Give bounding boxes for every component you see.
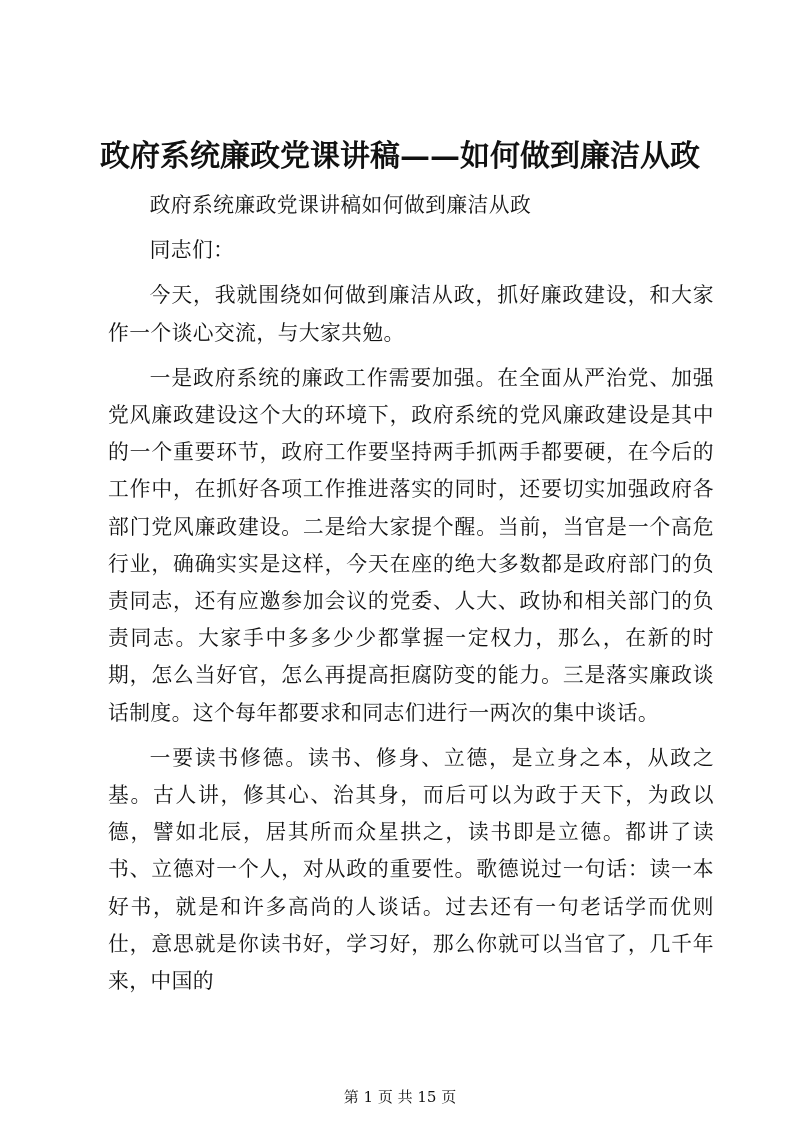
page-number-footer: 第 1 页 共 15 页 xyxy=(343,1088,457,1106)
salutation-paragraph: 同志们： xyxy=(149,238,235,263)
body-paragraph: 一是政府系统的廉政工作需要加强。在全面从严治党、加强党风廉政建设这个大的环境下，政府系统的党风廉政建设是其中的一个重要环节，政府工作要坚持两手抓两手都要硬，在今后的工作中，在抓好各项工作推进落实的同时，还要切实加强政府各部门党风廉政建设。二是给大家提个醒。当前，当官是一个高危行业，确确实实是这样，今天在座的绝大多数都是政府部门的负责同志，还有应邀参加会议的党委、人大、政协和相关部门的负责同志。大家手中多多少少都掌握一定权力，那么，在新的时期，怎么当好官，怎么再提高拒腐防变的能力。三是落实廉政谈话制度。这个每年都要求和同志们进行一两次的集中谈话。 xyxy=(108,365,714,725)
subtitle-paragraph: 政府系统廉政党课讲稿如何做到廉洁从政 xyxy=(149,193,532,217)
intro-paragraph: 今天，我就围绕如何做到廉洁从政，抓好廉政建设，和大家作一个谈心交流，与大家共勉。 xyxy=(108,283,714,345)
body-paragraph: 一要读书修德。读书、修身、立德，是立身之本，从政之基。古人讲，修其心、治其身，而后可以为政于天下，为政以德，譬如北辰，居其所而众星拱之，读书即是立德。都讲了读书、立德对一个人，对从政的重要性。歌德说过一句话：读一本好书，就是和许多高尚的人谈话。过去还有一句老话学而优则仕，意思就是你读书好，学习好，那么你就可以当官了，几千年来，中国的 xyxy=(108,745,714,994)
document-body xyxy=(108,187,714,1000)
document-title: 政府系统廉政党课讲稿——如何做到廉洁从政 xyxy=(100,139,700,174)
